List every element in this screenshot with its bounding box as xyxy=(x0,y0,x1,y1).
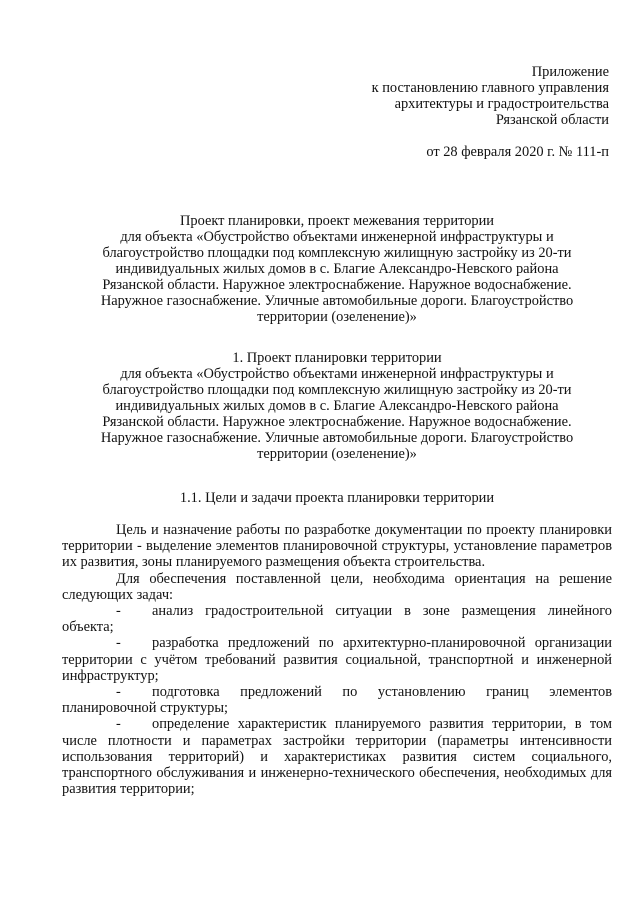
section-heading-line: благоустройство площадки под комплексную жилищную застройку из 20-ти xyxy=(102,382,572,398)
list-bullet: - xyxy=(116,684,121,701)
subsection-heading: 1.1. Цели и задачи проекта планировки территории xyxy=(179,490,495,506)
list-item-text: подготовка предложений по установлению границ элементов планировочной структуры; xyxy=(62,684,612,717)
appendix-block xyxy=(372,64,609,160)
section-heading-line: для объекта «Обустройство объектами инженерной инфраструктуры и xyxy=(120,366,554,382)
title-line: Проект планировки, проект межевания территории xyxy=(179,213,495,229)
body-text xyxy=(62,522,612,797)
list-item xyxy=(62,716,612,797)
appendix-line: к постановлению главного управления xyxy=(371,80,609,96)
list-item xyxy=(62,603,612,635)
title-line: Рязанской области. Наружное электроснабжение. Наружное водоснабжение. xyxy=(102,277,572,293)
appendix-line: архитектуры и градостроительства xyxy=(394,96,609,112)
section-heading-line: индивидуальных жилых домов в с. Благие Александро-Невского района xyxy=(115,398,559,414)
appendix-line: Рязанской области xyxy=(495,112,609,128)
list-item xyxy=(62,635,612,684)
list-item-text: анализ градостроительной ситуации в зоне размещения линейного объекта; xyxy=(62,603,612,636)
list-bullet: - xyxy=(116,635,121,652)
section-heading-line: территории (озеленение)» xyxy=(257,446,417,462)
title-line: территории (озеленение)» xyxy=(257,309,417,325)
list-bullet: - xyxy=(116,716,121,733)
paragraph: Цель и назначение работы по разработке документации по проекту планировки территории - выделение элементов планировочной структуры, установление параметров их развития, зоны планируемого размещения объекта строительства. xyxy=(62,522,612,571)
paragraph: Для обеспечения поставленной цели, необходима ориентация на решение следующих задач: xyxy=(62,570,612,603)
subsection-1-1-heading xyxy=(72,490,602,506)
list-bullet: - xyxy=(116,603,121,620)
section-heading-line: 1. Проект планировки территории xyxy=(232,350,442,366)
title-line: благоустройство площадки под комплексную жилищную застройку из 20-ти xyxy=(102,245,572,261)
list-item-text: разработка предложений по архитектурно-планировочной организации территории с учётом требований развития социальной, транспортной и инженерной инфраструктур; xyxy=(62,635,612,684)
section-heading-line: Наружное газоснабжение. Уличные автомобильные дороги. Благоустройство xyxy=(100,430,574,446)
appendix-date: от 28 февраля 2020 г. № 111-п xyxy=(426,144,609,160)
title-line: Наружное газоснабжение. Уличные автомобильные дороги. Благоустройство xyxy=(100,293,574,309)
section-1-heading xyxy=(72,350,602,462)
title-line: индивидуальных жилых домов в с. Благие Александро-Невского района xyxy=(115,261,559,277)
list-item xyxy=(62,684,612,716)
list-item-text: определение характеристик планируемого развития территории, в том числе плотности и параметрах застройки территории (параметры интенсивности использования территорий) и характеристиках развития систем социального, транспортного обслуживания и инженерно-технического обеспечения, необходимых для развития территории; xyxy=(62,716,612,798)
document-title xyxy=(72,213,602,325)
section-heading-line: Рязанской области. Наружное электроснабжение. Наружное водоснабжение. xyxy=(102,414,572,430)
appendix-line: Приложение xyxy=(531,64,609,80)
title-line: для объекта «Обустройство объектами инженерной инфраструктуры и xyxy=(120,229,554,245)
